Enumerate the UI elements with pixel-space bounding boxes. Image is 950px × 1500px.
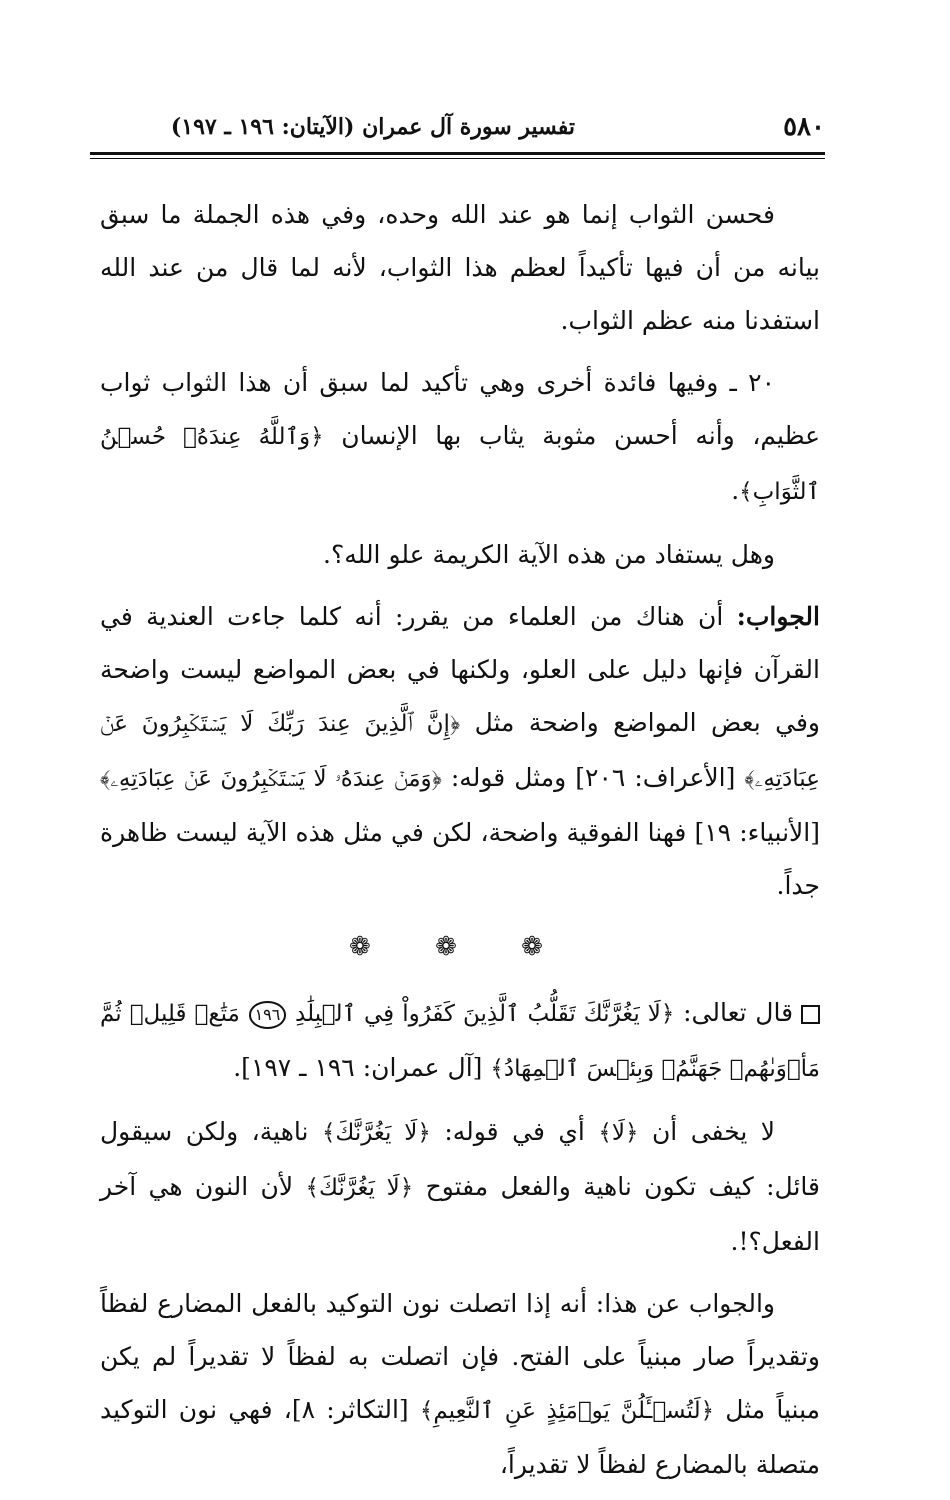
paragraph-6 xyxy=(100,1105,820,1268)
paragraph-7-text: والجواب عن هذا: أنه إذا اتصلت نون التوكيد بالفعل المضارع لفظاً وتقديراً صار مبنياً على الفتح. فإن اتصلت به لفظاً لا تقديراً لم يكن مبنياً مثل xyxy=(100,1289,821,1424)
paragraph-6-text-c: ناهية، ولكن سيقول قائل: كيف تكون ناهية والفعل مفتوح xyxy=(100,1117,821,1201)
paragraph-5-verse xyxy=(100,986,820,1096)
header-rule-thin xyxy=(90,158,825,159)
paragraph-3-question: وهل يستفاد من هذه الآية الكريمة علو الله؟. xyxy=(323,540,775,569)
quran-verse-part-2: مَتَٰعٞ قَلِيلٞ ثُمَّ مَأۡوَىٰهُمۡ جَهَنَّمُۚ وَبِئۡسَ ٱلۡمِهَادُ﴾ xyxy=(100,1001,820,1082)
quran-word-yaghurrannaka-1: ﴿لَا يَغُرَّنَّكَ﴾ xyxy=(321,1120,431,1146)
reference-al-imran: [آل عمران: ١٩٦ ـ ١٩٧]. xyxy=(233,1053,483,1082)
ayah-number-marker: ١٩٦ xyxy=(249,1001,287,1029)
header-rule-thick xyxy=(90,152,825,155)
quran-quote-araf: ﴿إِنَّ ٱلَّذِينَ عِندَ رَبِّكَ لَا يَسۡتَكۡبِرُونَ عَنۡ عِبَادَتِهِۦ﴾ xyxy=(100,711,820,792)
paragraph-6-text-a: لا يخفى أن xyxy=(651,1117,776,1146)
reference-takathur: [التكاثر: ٨]، xyxy=(283,1395,409,1424)
quran-quote-anbiya: ﴿وَمَنۡ عِندَهُۥ لَا يَسۡتَكۡبِرُونَ عَنۡ عِبَادَتِهِۦ﴾ xyxy=(100,766,442,792)
answer-label: الجواب: xyxy=(736,602,820,631)
paragraph-7-end: فهي نون التوكيد متصلة بالمضارع لفظاً لا تقديراً، xyxy=(100,1395,820,1479)
page-body xyxy=(100,188,820,1500)
answer-text-2: ومثل قوله: xyxy=(450,763,567,792)
quran-word-la: ﴿لَا﴾ xyxy=(598,1120,639,1146)
square-bullet-icon xyxy=(801,1005,820,1024)
paragraph-6-text-b: أي في قوله: xyxy=(444,1117,585,1146)
quran-quote: ﴿وَٱللَّهُ عِندَهُۥ حُسۡنُ ٱلثَّوَابِ﴾ xyxy=(100,424,820,505)
page-number: ٥٨٠ xyxy=(783,112,825,142)
answer-text-3: فهنا الفوقية واضحة، لكن في مثل هذه الآية ليست ظاهرة جداً. xyxy=(100,818,820,900)
quran-quote-takathur: ﴿لَتُسۡـَٔلُنَّ يَوۡمَئِذٍ عَنِ ٱلنَّعِيمِ﴾ xyxy=(419,1398,715,1424)
paragraph-7 xyxy=(100,1277,820,1491)
quran-verse-part-1: ﴿لَا يَغُرَّنَّكَ تَقَلُّبُ ٱلَّذِينَ كَفَرُواْ فِي ٱلۡبِلَٰدِ xyxy=(295,1001,675,1027)
reference-anbiya: [الأنبياء: ١٩] xyxy=(694,818,821,847)
paragraph-1: فحسن الثواب إنما هو عند الله وحده، وفي هذه الجملة ما سبق بيانه من أن فيها تأكيداً لعظم هذا الثواب، لأنه لما قال من عند الله استفدنا منه عظم الثواب. xyxy=(100,200,820,335)
paragraph-2-text: ٢٠ ـ وفيها فائدة أخرى وهي تأكيد لما سبق أن هذا الثواب ثواب عظيم، وأنه أحسن مثوبة يثاب بها الإنسان xyxy=(100,368,821,450)
paragraph-2 xyxy=(100,356,820,519)
reference-araf: [الأعراف: ٢٠٦] xyxy=(575,763,736,792)
paragraph-6-text-d: لأن النون هي آخر الفعل؟!. xyxy=(100,1172,820,1256)
page-header xyxy=(90,112,825,152)
paragraph-4-answer xyxy=(100,590,820,912)
paragraph-2-end: . xyxy=(731,476,740,505)
quran-word-yaghurrannaka-2: ﴿لَا يَغُرَّنَّكَ﴾ xyxy=(305,1175,414,1201)
running-title: تفسير سورة آل عمران (الآيتان: ١٩٦ ـ ١٩٧) xyxy=(170,114,575,140)
verse-intro: قال تعالى: xyxy=(683,998,794,1027)
section-separator: ❁ ❁ ❁ xyxy=(349,932,571,962)
answer-text-1: أن هناك من العلماء من يقرر: أنه كلما جاءت العندية في القرآن فإنها دليل على العلو، ولكنها في بعض المواضع ليست واضحة وفي بعض المواضع واضحة مثل xyxy=(100,602,820,737)
